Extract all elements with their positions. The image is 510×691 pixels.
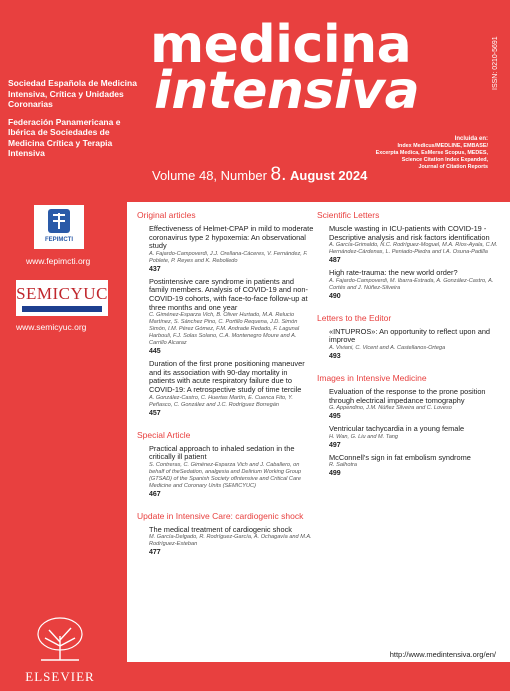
elsevier-logo <box>16 616 104 685</box>
article-page: 497 <box>329 441 341 449</box>
fepimcti-label: FEPIMCTI <box>45 237 73 243</box>
article-page: 467 <box>149 490 161 498</box>
article-authors: A. Fajardo-Campoverdi, J.J. Orellana-Cáceres, V. Fernández, F. Poblete, P. Reyes and K. Rebolledo <box>149 250 308 264</box>
article-authors: G. Appendino, J.M. Núñez Silveira and C. Loveso <box>329 405 452 412</box>
indexing-heading: Incluida en: <box>454 136 488 142</box>
issn: ISSN: 0210-5691 <box>492 36 499 90</box>
article-title: Muscle wasting in ICU-patients with COVID-19 - Descriptive analysis and risk factors identification <box>329 224 490 242</box>
article-authors: A. Fajardo-Campoverdi, M. Ibarra-Estrada, A. González-Castro, A. Cortés and J. Núñez-Silveira <box>329 277 494 291</box>
article-title: Ventricular tachycardia in a young female <box>329 424 465 434</box>
article-title: Evaluation of the response to the prone position through electrical impedance tomography <box>329 386 486 405</box>
article-authors: S. Contreras, C. Giménez-Esparza Vich and J. Caballero, on behalf of theSedation, analgesia and Delirium Working Group (GTSAD) of the Spanish Society ofIntensive and Critical Care Medicine and Coronary Units (SEMICYUC) <box>149 461 302 489</box>
fepimcti-logo <box>34 205 84 249</box>
indexing-line: Journal of Citation Reports <box>418 164 488 170</box>
article-authors: A. García-Grimaldo, N.C. Rodríguez-Moguel, M.A. Ríos-Ayala, C.M. Hernández-Cárdenas, L. Peniado-Piedra and I.A. Osuna-Padilla <box>329 242 498 256</box>
journal-title-line2: intensiva <box>154 61 420 121</box>
semicyuc-logo <box>16 280 108 316</box>
issue-date: August 2024 <box>290 168 368 183</box>
article-entry[interactable] <box>329 425 501 449</box>
journal-title-line1: medicina <box>150 15 412 75</box>
elsevier-tree-icon <box>33 616 87 662</box>
article-page: 445 <box>149 348 161 356</box>
article-entry[interactable] <box>149 445 315 498</box>
semicyuc-bar <box>22 306 102 312</box>
section-spacer <box>317 482 501 490</box>
article-page: 490 <box>329 292 341 300</box>
indexing-line: Excerpta Medica, EsMerse Scopus, MEDES, <box>375 150 488 156</box>
article-entry[interactable] <box>329 454 501 478</box>
article-page: 493 <box>329 352 341 360</box>
societies <box>8 78 148 166</box>
section-heading: Original articles <box>137 210 196 220</box>
article-title: Effectiveness of Helmet-CPAP in mild to moderate coronavirus type 2 hypoxemia: An observational study <box>149 224 314 251</box>
section-spacer <box>137 561 315 569</box>
article-authors: R. Salhotra <box>329 462 357 469</box>
semicyuc-link[interactable]: www.semicyuc.org <box>16 322 87 332</box>
article-title: Postintensive care syndrome in patients and family members. Analysis of COVID-19 and non-COVID-19 cohorts, with face-to-face follow-up at three months and one year <box>149 276 308 312</box>
article-entry[interactable] <box>149 526 315 557</box>
article-title: Practical approach to inhaled sedation in the critically ill patient <box>149 443 295 462</box>
fepimcti-link[interactable]: www.fepimcti.org <box>26 256 91 266</box>
article-entry[interactable] <box>329 269 501 300</box>
article-entry[interactable] <box>149 225 315 273</box>
journal-url[interactable]: http://www.medintensiva.org/en/ <box>389 650 496 659</box>
section-spacer <box>137 503 315 511</box>
article-page: 457 <box>149 409 161 417</box>
article-entry[interactable] <box>149 278 315 355</box>
left-column <box>137 210 315 569</box>
article-title: Duration of the first prone positioning maneuver and its association with 90-day mortality in patients with acute respiratory failure due to COVID-19: A retrospective study of time tercile <box>149 359 305 394</box>
journal-title <box>150 15 420 121</box>
section-heading: Special Article <box>137 429 191 440</box>
section-spacer <box>137 422 315 430</box>
article-authors: A. Viviani, C. Vicent and A. Castellanos-Ortega <box>329 344 446 351</box>
article-page: 487 <box>329 257 341 265</box>
article-authors: C. Giménez-Esparza Vich, B. Oliver Hurtado, M.A. Relucio Martínez, S. Sánchez Pino, C. Portillo Requena, J.D. Simón Simón, I.M. Pérez Gómez, F.M. Andrade Redado, F. Lagunal Harbouli, F.J. Solas Solano, C.A. Montenegro Moure and A. Carrillo Alcaraz <box>149 312 300 347</box>
article-entry[interactable] <box>329 225 501 264</box>
indexing-line: Science Citation Index Expanded, <box>401 157 488 163</box>
volume-info <box>152 164 367 186</box>
section-heading: Images in Intensive Medicine <box>317 372 427 383</box>
article-entry[interactable] <box>329 388 501 420</box>
section-spacer <box>317 365 501 373</box>
contents-panel <box>127 202 510 662</box>
volume-prefix: Volume 48, Number <box>152 168 267 183</box>
article-page: 499 <box>329 470 341 478</box>
article-title: «INTUPROS»: An opportunity to reflect upon and improve <box>329 326 491 345</box>
article-authors: M. García-Delgado, R. Rodríguez-García, A. Ochagavía and M.A. Rodríguez-Esteban <box>149 534 312 548</box>
article-title: High rate-trauma: the new world order? <box>329 268 458 278</box>
indexing-line: Index Medicus/MEDLINE, EMBASE/ <box>397 143 488 149</box>
society-semicyuc: Sociedad Española de Medicina Intensiva, Crítica y Unidades Coronarias <box>8 78 137 109</box>
publisher-name: ELSEVIER <box>25 669 95 684</box>
right-column <box>317 210 501 490</box>
section-heading: Update in Intensive Care: cardiogenic shock <box>137 510 304 521</box>
article-page: 477 <box>149 549 161 557</box>
article-entry[interactable] <box>329 328 501 360</box>
issue-number: 8. <box>270 164 287 185</box>
article-authors: H. Wan, G. Liu and M. Tang <box>329 433 399 440</box>
article-page: 495 <box>329 413 341 421</box>
article-page: 437 <box>149 265 161 273</box>
section-heading: Letters to the Editor <box>317 312 392 323</box>
article-authors: A. González-Castro, C. Huertas Martín, E. Cuenca Fito, Y. Peñasco, C. González and J.C. Rodríguez Borregán <box>149 394 293 408</box>
article-entry[interactable] <box>149 360 315 416</box>
section-spacer <box>317 305 501 313</box>
section-heading: Scientific Letters <box>317 210 380 220</box>
article-title: The medical treatment of cardiogenic shock <box>149 524 292 534</box>
article-title: McConnell's sign in fat embolism syndrome <box>329 452 471 462</box>
society-fepimcti: Federación Panamericana e Ibérica de Sociedades de Medicina Crítica y Terapia Intensiva <box>8 116 121 158</box>
semicyuc-label: SEMICYUC <box>16 284 108 303</box>
